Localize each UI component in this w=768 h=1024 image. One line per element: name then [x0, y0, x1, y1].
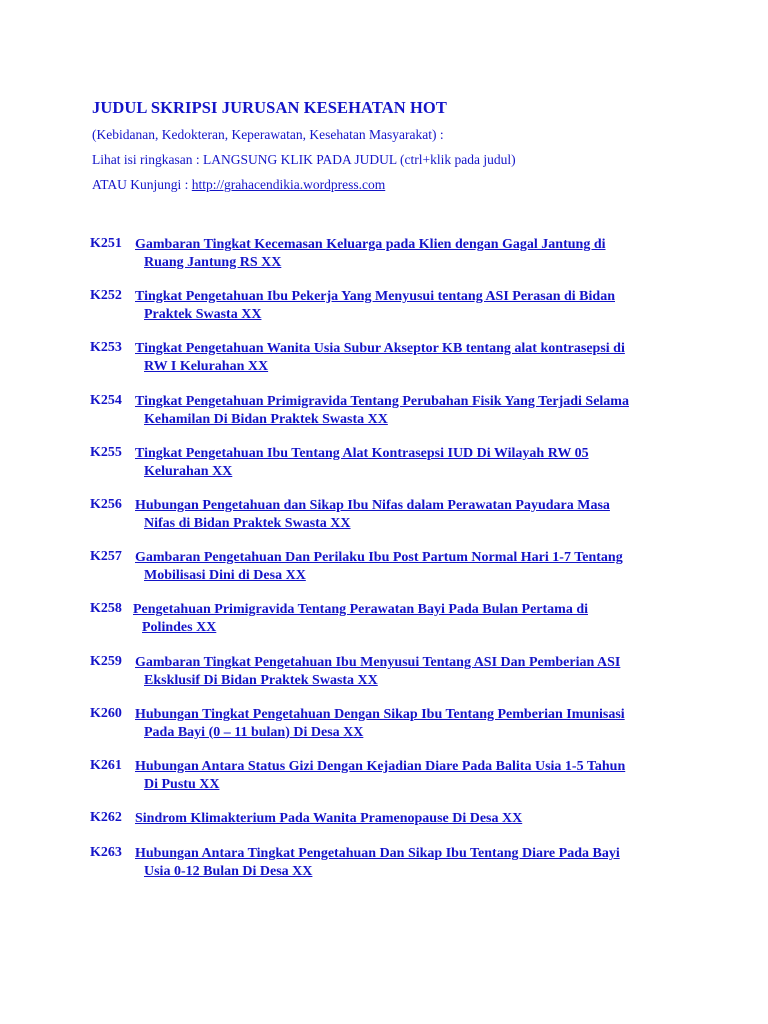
entry-title-link[interactable]: Tingkat Pengetahuan Primigravida Tentang Perubahan Fisik Yang Terjadi Selama Kehamilan Di Bidan Praktek Swasta XX [135, 394, 629, 427]
entry-code: K256 [90, 497, 122, 512]
entry-title-link[interactable]: Gambaran Tingkat Kecemasan Keluarga pada Klien dengan Gagal Jantung di Ruang Jantung RS XX [135, 237, 606, 270]
visit-prefix: ATAU Kunjungi : [92, 177, 192, 192]
page-title: JUDUL SKRIPSI JURUSAN KESEHATAN HOT [92, 98, 447, 117]
entry-code: K253 [90, 340, 122, 355]
entry-code: K255 [90, 445, 122, 460]
entry-code: K251 [90, 236, 122, 251]
entry-code: K258 [90, 601, 122, 616]
entry-title-link[interactable]: Tingkat Pengetahuan Wanita Usia Subur Akseptor KB tentang alat kontrasepsi di RW I Kelurahan XX [135, 341, 625, 374]
entry-title-link[interactable]: Hubungan Antara Status Gizi Dengan Kejadian Diare Pada Balita Usia 1-5 Tahun Di Pustu XX [135, 759, 626, 792]
entry-title-link[interactable]: Gambaran Tingkat Pengetahuan Ibu Menyusui Tentang ASI Dan Pemberian ASI Eksklusif Di Bidan Praktek Swasta XX [135, 655, 621, 688]
subtitle-text: (Kebidanan, Kedokteran, Keperawatan, Kesehatan Masyarakat) : [92, 127, 444, 142]
entry-title-link[interactable]: Tingkat Pengetahuan Ibu Pekerja Yang Menyusui tentang ASI Perasan di Bidan Praktek Swasta XX [135, 289, 615, 322]
entry-title-link[interactable]: Gambaran Pengetahuan Dan Perilaku Ibu Post Partum Normal Hari 1-7 Tentang Mobilisasi Dini di Desa XX [135, 550, 623, 583]
entry-code: K252 [90, 288, 122, 303]
website-link[interactable]: http://grahacendikia.wordpress.com [191, 177, 386, 192]
entry-code: K262 [90, 810, 122, 825]
entry-title-link[interactable]: Sindrom Klimakterium Pada Wanita Pramenopause Di Desa XX [135, 811, 523, 826]
entry-title-link[interactable]: Hubungan Pengetahuan dan Sikap Ibu Nifas dalam Perawatan Payudara Masa Nifas di Bidan Praktek Swasta XX [135, 498, 610, 531]
entry-title-link[interactable]: Hubungan Tingkat Pengetahuan Dengan Sikap Ibu Tentang Pemberian Imunisasi Pada Bayi (0 – 11 bulan) Di Desa XX [135, 707, 625, 740]
entry-title-link[interactable]: Tingkat Pengetahuan Ibu Tentang Alat Kontrasepsi IUD Di Wilayah RW 05 Kelurahan XX [135, 446, 589, 479]
entry-title-link[interactable]: Pengetahuan Primigravida Tentang Perawatan Bayi Pada Bulan Pertama di Polindes XX [133, 602, 589, 635]
entry-code: K259 [90, 654, 122, 669]
entry-code: K254 [90, 393, 122, 408]
entry-code: K263 [90, 845, 122, 860]
visit-line [92, 177, 385, 193]
entry-title-link[interactable]: Hubungan Antara Tingkat Pengetahuan Dan Sikap Ibu Tentang Diare Pada Bayi Usia 0-12 Bulan Di Desa XX [135, 846, 620, 879]
entry-code: K257 [90, 549, 122, 564]
entry-code: K260 [90, 706, 122, 721]
instruction-text: Lihat isi ringkasan : LANGSUNG KLIK PADA JUDUL (ctrl+klik pada judul) [92, 152, 516, 167]
entry-code: K261 [90, 758, 122, 773]
